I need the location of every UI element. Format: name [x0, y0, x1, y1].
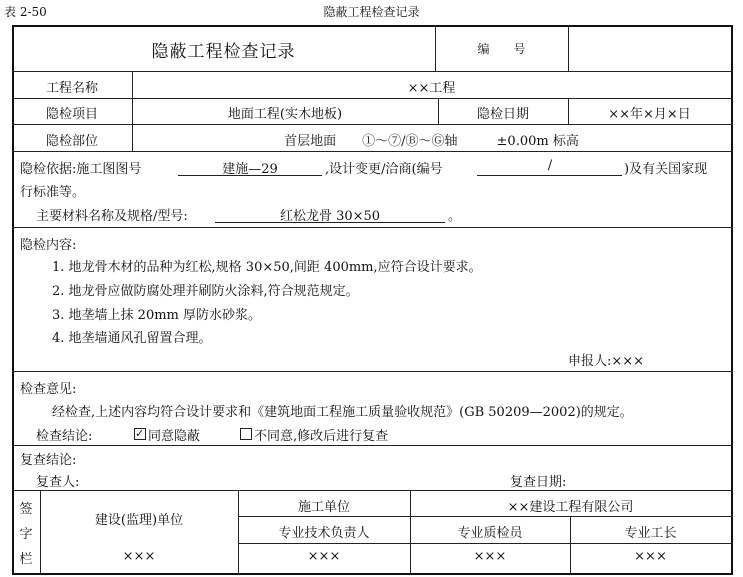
basis-change-text: ,设计变更/洽商(编号: [325, 162, 443, 177]
role-foreman: 专业工长: [624, 526, 677, 541]
quality-inspector-signature: ×××: [473, 549, 507, 564]
project-name-label: 工程名称: [45, 81, 98, 96]
recheck-person-label: 复查人:: [36, 475, 80, 490]
disagree-option-label: 不同意,修改后进行复查: [254, 429, 389, 444]
recheck-label: 复查结论:: [20, 453, 77, 468]
owner-signature: ×××: [122, 549, 156, 564]
agree-option-label: 同意隐蔽: [148, 429, 201, 444]
signature-side-label: 签: [19, 502, 33, 517]
contractor-label: 施工单位: [297, 500, 350, 515]
inspection-item-label: 隐检项目: [45, 107, 98, 122]
inspection-item-value: 地面工程(实木地板): [227, 107, 343, 122]
signature-side-label: 栏: [19, 552, 33, 567]
content-item: 1. 地龙骨木材的品种为红松,规格 30×50,间距 400mm,应符合设计要求。: [52, 260, 482, 275]
record-title: 隐蔽工程检查记录: [151, 42, 296, 62]
tech-lead-signature: ×××: [307, 549, 341, 564]
material-label: 主要材料名称及规格/型号:: [36, 209, 188, 224]
change-number: /: [547, 158, 553, 173]
basis-suffix: )及有关国家现: [624, 162, 708, 177]
disagree-checkbox[interactable]: [240, 428, 252, 440]
conclusion-label: 检查结论:: [36, 429, 93, 444]
material-value: 红松龙骨 30×50: [279, 209, 381, 224]
opinion-text: 经检查,上述内容均符合设计要求和《建筑地面工程施工质量验收规范》(GB 50209—2002)的规定。: [52, 405, 633, 420]
inspection-location-value: 首层地面 ①～⑦/Ⓑ～Ⓖ轴 ±0.00m 标高: [284, 134, 579, 149]
owner-unit-label: 建设(监理)单位: [94, 513, 184, 528]
drawing-number: 建施—29: [222, 162, 278, 177]
role-quality-inspector: 专业质检员: [457, 526, 523, 541]
foreman-signature: ×××: [634, 549, 667, 564]
content-item: 3. 地垄墙上抹 20mm 厚防水砂浆。: [52, 308, 261, 323]
inspection-date-value: ××年×月×日: [608, 107, 691, 122]
reporter: 申报人:×××: [568, 354, 645, 369]
opinion-label: 检查意见:: [20, 382, 77, 397]
inspection-date-label: 隐检日期: [476, 107, 529, 122]
material-end: 。: [448, 209, 462, 224]
basis-line2: 行标准等。: [20, 185, 86, 200]
recheck-date-label: 复查日期:: [510, 475, 567, 490]
document-heading: 隐蔽工程检查记录: [323, 5, 420, 19]
content-label: 隐检内容:: [20, 238, 77, 253]
basis-prefix: 隐检依据:施工图图号: [20, 162, 142, 177]
checkmark-icon: ✓: [135, 427, 145, 440]
inspection-location-label: 隐检部位: [45, 134, 98, 149]
table-number: 表 2-50: [4, 5, 47, 19]
role-tech-lead: 专业技术负责人: [278, 526, 370, 541]
content-item: 2. 地龙骨应做防腐处理并刷防火涂料,符合规范规定。: [52, 284, 359, 299]
content-item: 4. 地垄墙通风孔留置合理。: [52, 331, 212, 346]
project-name-value: ××工程: [407, 81, 456, 96]
contractor-name: ××建设工程有限公司: [507, 500, 634, 515]
code-label: 编 号: [477, 42, 526, 56]
signature-side-label: 字: [19, 527, 33, 542]
